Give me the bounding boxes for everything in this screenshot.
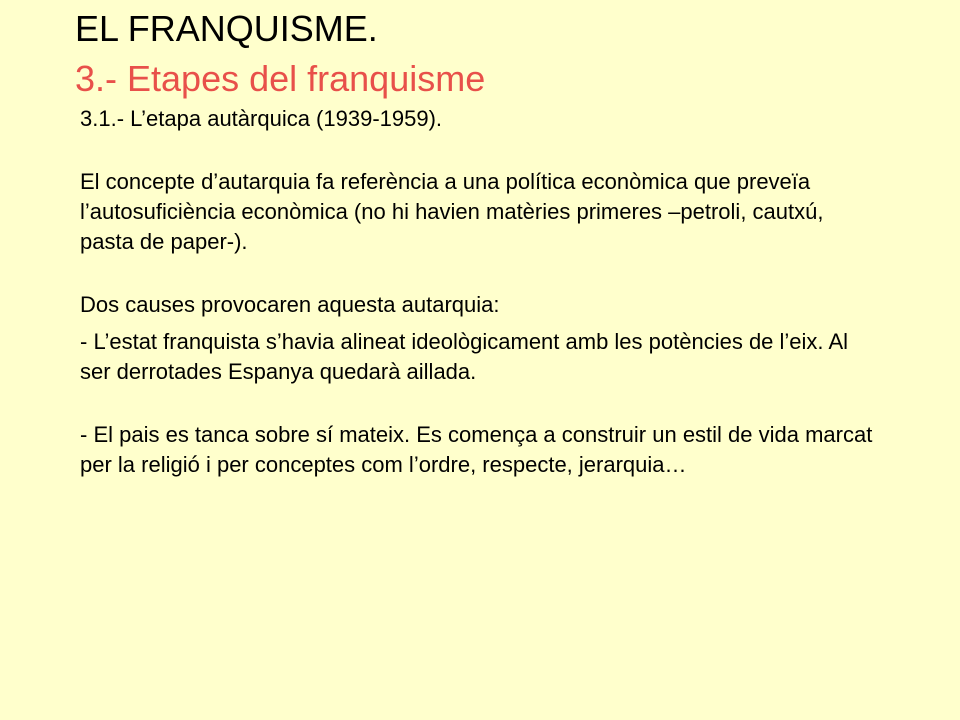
paragraph-cause-one: - L’estat franquista s’havia alineat ideològicament amb les potències de l’eix. Al ser derrotades Espanya quedarà aillada.	[80, 329, 849, 384]
paragraph-causes-intro: Dos causes provocaren aquesta autarquia:	[80, 292, 500, 317]
section-heading: 3.1.- L’etapa autàrquica (1939-1959).	[80, 106, 443, 131]
slide-title-main: EL FRANQUISME.	[75, 8, 378, 49]
slide-body	[80, 104, 880, 480]
slide-title-subtitle: 3.- Etapes del franquisme	[75, 58, 486, 99]
paragraph-autarchy-concept: El concepte d’autarquia fa referència a una política econòmica que preveïa l’autosuficiència econòmica (no hi havien matèries primeres –petroli, cautxú, pasta de paper-).	[80, 169, 824, 254]
paragraph-cause-two: - El pais es tanca sobre sí mateix. Es comença a construir un estil de vida marcat per la religió i per conceptes com l’ordre, respecte, jerarquia…	[80, 422, 873, 477]
slide-title	[75, 4, 935, 104]
